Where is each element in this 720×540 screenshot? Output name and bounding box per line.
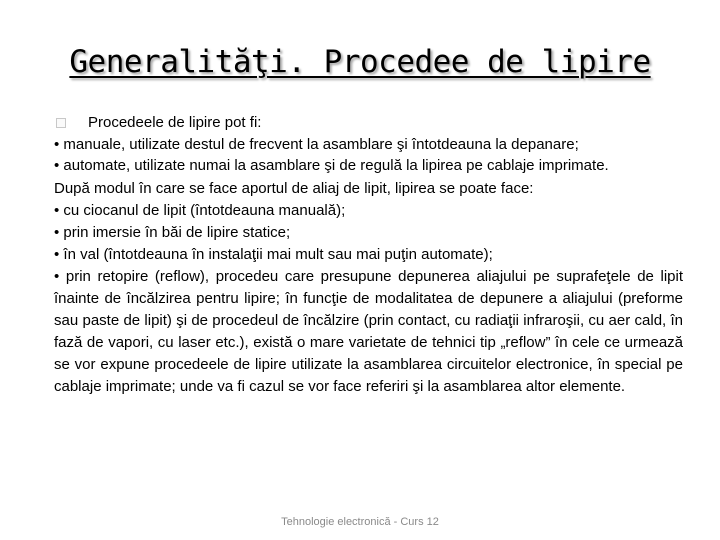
checkbox-icon	[56, 118, 66, 128]
bullet-immersion: • prin imersie în băi de lipire statice;	[54, 224, 291, 241]
bullet-automatic: • automate, utilizate numai la asamblare şi de regulă la lipirea pe cablaje imprimate.	[54, 157, 609, 174]
method-intro: După modul în care se face aportul de aliaj de lipit, lipirea se poate face:	[54, 180, 534, 197]
slide-title: Generalităţi. Procedee de lipire	[69, 44, 651, 80]
bullet-reflow: • prin retopire (reflow), procedeu care presupune depunerea aliajului pe suprafeţele de lipit înainte de încălzirea pentru lipire; în funcţie de modalitatea de depunere a aliajului (preforme sau paste de lipit) şi de procedeul de încălzire (prin contact, cu radiaţii infraroşii, cu aer cald, în fază de vapori, cu laser etc.), există o mare varietate de tehnici tip „reflow” în cele ce urmează se vor expune procedeele de lipire utilizate la asamblarea circuitelor electronice, în special pe cablaje imprimate; unde va fi cazul se vor face referiri şi la asamblarea altor elemente.	[54, 268, 683, 395]
intro-text: Procedeele de lipire pot fi:	[88, 114, 262, 131]
slide-body	[54, 112, 683, 398]
bullet-manual: • manuale, utilizate destul de frecvent la asamblare şi întotdeauna la depanare;	[54, 136, 579, 153]
bullet-soldering-iron: • cu ciocanul de lipit (întotdeauna manuală);	[54, 202, 346, 219]
intro-line	[54, 112, 683, 134]
slide-footer: Tehnologie electronică - Curs 12	[281, 516, 439, 528]
bullet-wave: • în val (întotdeauna în instalaţii mai mult sau mai puţin automate);	[54, 246, 493, 263]
